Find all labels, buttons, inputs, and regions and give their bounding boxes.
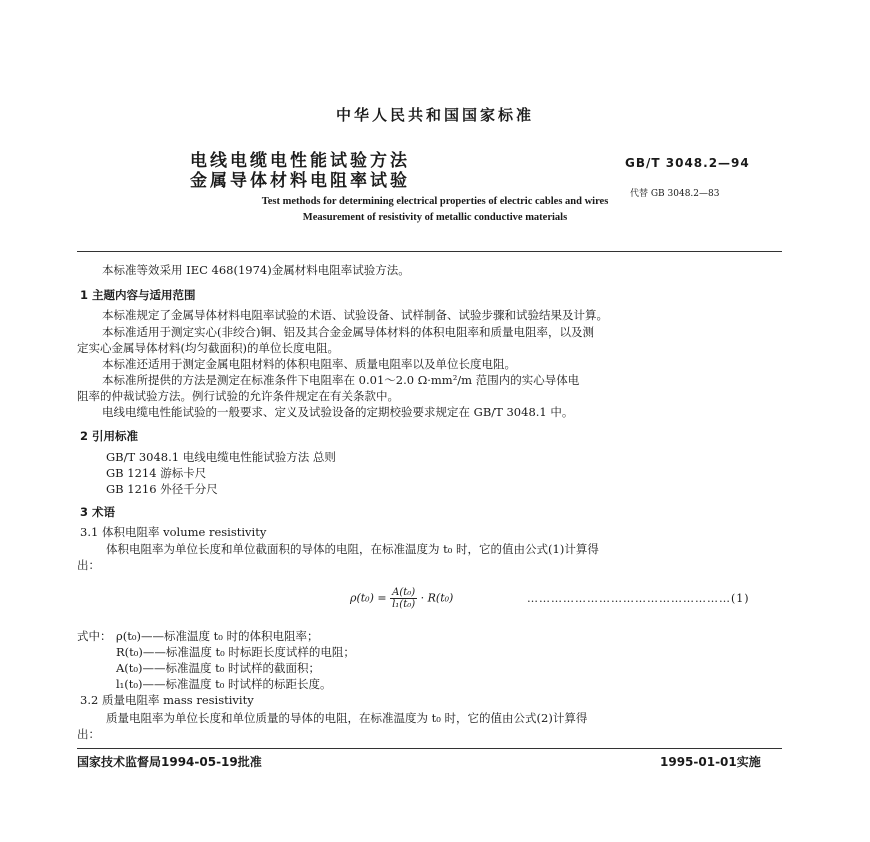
header-rule (77, 251, 782, 252)
where-item-3: A(t₀)——标准温度 t₀ 时试样的截面积； (116, 661, 321, 675)
formula-1 (350, 587, 453, 610)
effective-date: 1995-01-01实施 (660, 755, 761, 769)
s1-paragraph-3: 本标准还适用于测定金属电阻材料的体积电阻率、质量电阻率以及单位长度电阻。 (102, 357, 516, 371)
clause-3-1-text-b: 出： (77, 558, 100, 572)
clause-3-1-heading: 3.1 体积电阻率 volume resistivity (80, 525, 267, 539)
formula-fraction (390, 587, 417, 610)
footer-rule (77, 748, 782, 749)
intro-paragraph: 本标准等效采用 IEC 468(1974)金属材料电阻率试验方法。 (102, 263, 410, 277)
s1-paragraph-4b: 阻率的仲裁试验方法。例行试验的允许条件规定在有关条款中。 (77, 389, 399, 403)
where-item-4: l₁(t₀)——标准温度 t₀ 时试样的标距长度。 (116, 677, 332, 691)
formula-numerator: A(t₀) (392, 587, 416, 598)
formula-number: ……………………………………………(1) (527, 592, 750, 605)
where-item-2: R(t₀)——标准温度 t₀ 时标距长度试样的电阻； (116, 645, 355, 659)
clause-3-2-text-b: 出： (77, 727, 100, 741)
replaces-note: 代替 GB 3048.2—83 (630, 189, 720, 199)
formula-denominator: l₁(t₀) (392, 599, 416, 610)
formula-rhs: · R(t₀) (420, 591, 454, 605)
section-1-heading: 1 主题内容与适用范围 (80, 288, 196, 302)
s1-paragraph-2b: 定实心金属导体材料(均匀截面积)的单位长度电阻。 (77, 341, 339, 355)
where-item-1: ρ(t₀)——标准温度 t₀ 时的体积电阻率； (116, 629, 319, 643)
reference-2: GB 1214 游标卡尺 (106, 466, 207, 480)
title-en-line2: Measurement of resistivity of metallic conductive materials (302, 212, 568, 223)
s1-paragraph-4a: 本标准所提供的方法是测定在标准条件下电阻率在 0.01～2.0 Ω·mm²/m 范围内的实心导体电 (102, 373, 580, 387)
where-label: 式中： (77, 629, 112, 643)
formula-lhs: ρ(t₀) = (350, 591, 387, 605)
title-en-line1: Test methods for determining electrical properties of electric cables and wires (261, 196, 609, 207)
title-cn-line1: 电线电缆电性能试验方法 (190, 151, 410, 171)
reference-1: GB/T 3048.1 电线电缆电性能试验方法 总则 (106, 450, 336, 464)
standard-code: GB/T 3048.2—94 (625, 156, 750, 170)
clause-3-2-heading: 3.2 质量电阻率 mass resistivity (80, 693, 254, 707)
approval-note: 国家技术监督局1994-05-19批准 (77, 755, 262, 769)
reference-3: GB 1216 外径千分尺 (106, 482, 218, 496)
s1-paragraph-5: 电线电缆电性能试验的一般要求、定义及试验设备的定期校验要求规定在 GB/T 3048.1 中。 (102, 405, 574, 419)
title-cn-line2: 金属导体材料电阻率试验 (190, 171, 410, 191)
section-2-heading: 2 引用标准 (80, 429, 139, 443)
clause-3-1-text-a: 体积电阻率为单位长度和单位截面积的导体的电阻，在标准温度为 t₀ 时，它的值由公式(1)计算得 (106, 542, 599, 556)
section-3-heading: 3 术语 (80, 505, 116, 519)
s1-paragraph-1: 本标准规定了金属导体材料电阻率试验的术语、试验设备、试样制备、试验步骤和试验结果及计算。 (102, 308, 608, 322)
s1-paragraph-2a: 本标准适用于测定实心(非绞合)铜、铝及其合金金属导体材料的体积电阻率和质量电阻率，以及测 (102, 325, 594, 339)
national-standard-heading: 中华人民共和国国家标准 (335, 106, 534, 124)
clause-3-2-text-a: 质量电阻率为单位长度和单位质量的导体的电阻，在标准温度为 t₀ 时，它的值由公式(2)计算得 (106, 711, 588, 725)
